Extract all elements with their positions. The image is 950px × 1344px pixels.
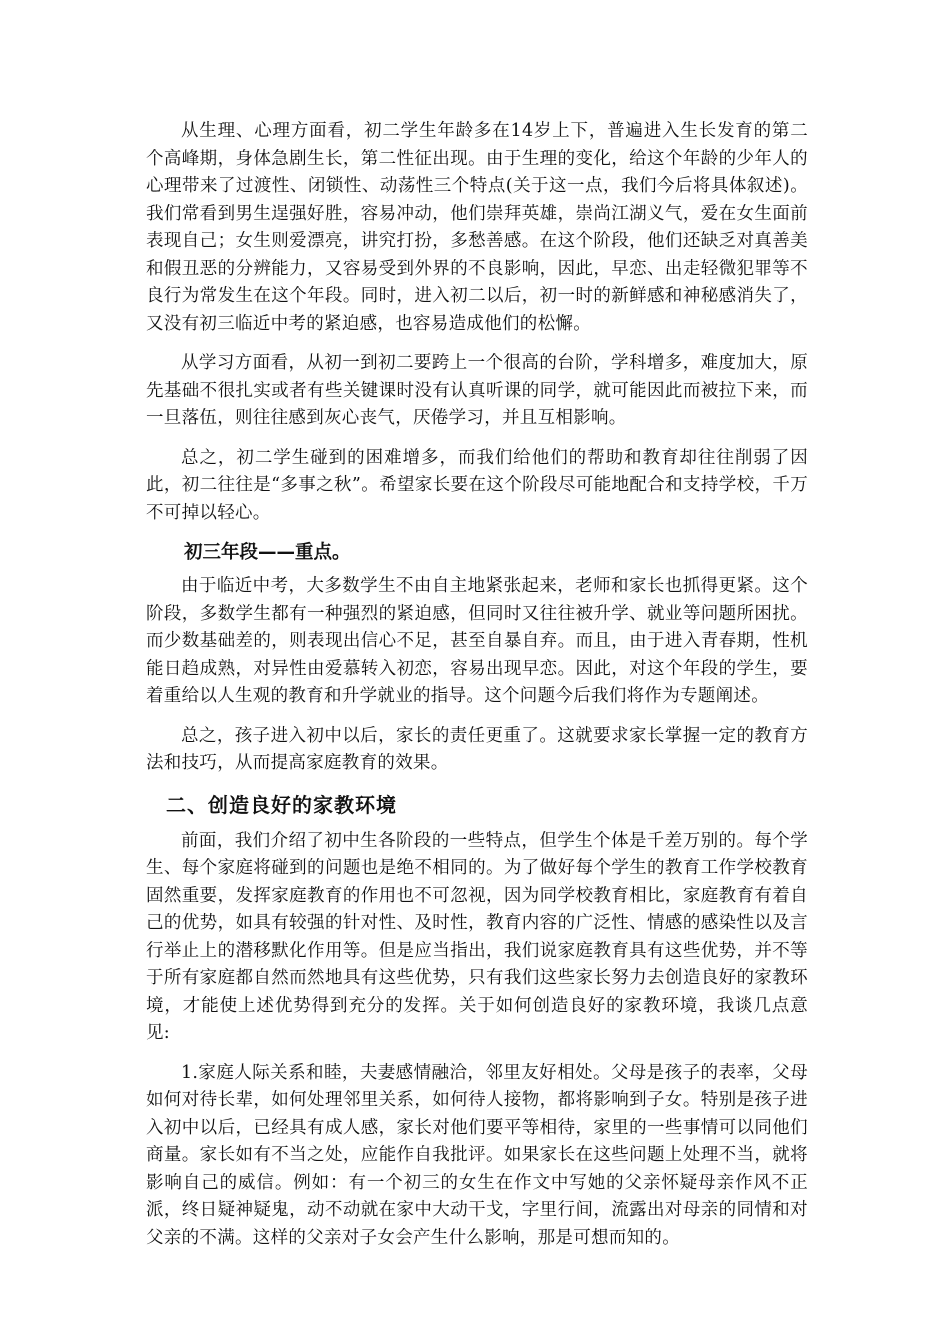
paragraph-parent-responsibility: 总之，孩子进入初中以后，家长的责任更重了。这就要求家长掌握一定的教育方法和技巧，从而提高家庭教育的效果。: [146, 725, 808, 773]
paragraph-introduction: 前面，我们介绍了初中生各阶段的一些特点，但学生个体是千差万别的。每个学生、每个家庭将碰到的问题也是绝不相同的。为了做好每个学生的教育工作学校教育固然重要，发挥家庭教育的作用也不可忽视，因为同学校教育相比，家庭教育有着自己的优势，如具有较强的针对性、及时性，教育内容的广泛性、情感的感染性以及言行举止上的潜移默化作用等。但是应当指出，我们说家庭教育具有这些优势，并不等于所有家庭都自然而然地具有这些优势，只有我们这些家长努力去创造良好的家教环境，才能使上述优势得到充分的发挥。关于如何创造良好的家教环境，我谈几点意见:: [146, 830, 808, 1043]
paragraph-study: 从学习方面看，从初一到初二要跨上一个很高的台阶，学科增多，难度加大，原先基础不很扎实或者有些关键课时没有认真听课的同学，就可能因此而被拉下来，而一旦落伍，则往往感到灰心丧气，厌倦学习，并且互相影响。: [146, 353, 808, 428]
paragraph-point-1: 1.家庭人际关系和睦，夫妻感情融洽，邻里友好相处。父母是孩子的表率，父母如何对待长辈，如何处理邻里关系，如何待人接物，都将影响到子女。特别是孩子进入初中以后，已经具有成人感，家长对他们要平等相待，家里的一些事情可以同他们商量。家长如有不当之处，应能作自我批评。如果家长在这些问题上处理不当，就将影响自己的威信。例如：有一个初三的女生在作文中写她的父亲怀疑母亲作风不正派，终日疑神疑鬼，动不动就在家中大动干戈，字里行间，流露出对母亲的同情和对父亲的不满。这样的父亲对子女会产生什么影响，那是可想而知的。: [146, 1062, 808, 1248]
subheading-grade3: 初三年段——重点。: [184, 542, 351, 563]
document-page: [146, 118, 808, 1264]
paragraph-grade2-summary: 总之，初二学生碰到的困难增多，而我们给他们的帮助和教育却往往削弱了因此，初二往往是“多事之秋”。希望家长要在这个阶段尽可能地配合和支持学校，千万不可掉以轻心。: [146, 447, 808, 523]
paragraph-grade3: 由于临近中考，大多数学生不由自主地紧张起来，老师和家长也抓得更紧。这个阶段，多数学生都有一种强烈的紧迫感，但同时又往往被升学、就业等问题所困扰。而少数基础差的，则表现出信心不足，甚至自暴自弃。而且，由于进入青春期，性机能日趋成熟，对异性由爱慕转入初恋，容易出现早恋。因此，对这个年段的学生，要着重给以人生观的教育和升学就业的指导。这个问题今后我们将作为专题阐述。: [146, 576, 808, 706]
paragraph-physiology: 从生理、心理方面看，初二学生年龄多在14岁上下，普遍进入生长发育的第二个高峰期，身体急剧生长，第二性征出现。由于生理的变化，给这个年龄的少年人的心理带来了过渡性、闭锁性、动荡性三个特点(关于这一点，我们今后将具体叙述)。我们常看到男生逞强好胜，容易冲动，他们崇拜英雄，崇尚江湖义气，爱在女生面前表现自己；女生则爱漂亮，讲究打扮，多愁善感。在这个阶段，他们还缺乏对真善美和假丑恶的分辨能力，又容易受到外界的不良影响，因此，早恋、出走轻微犯罪等不良行为常发生在这个年段。同时，进入初二以后，初一时的新鲜感和神秘感消失了，又没有初三临近中考的紧迫感，也容易造成他们的松懈。: [146, 121, 808, 334]
section-title-family-environment: 二、创造良好的家教环境: [166, 792, 397, 817]
